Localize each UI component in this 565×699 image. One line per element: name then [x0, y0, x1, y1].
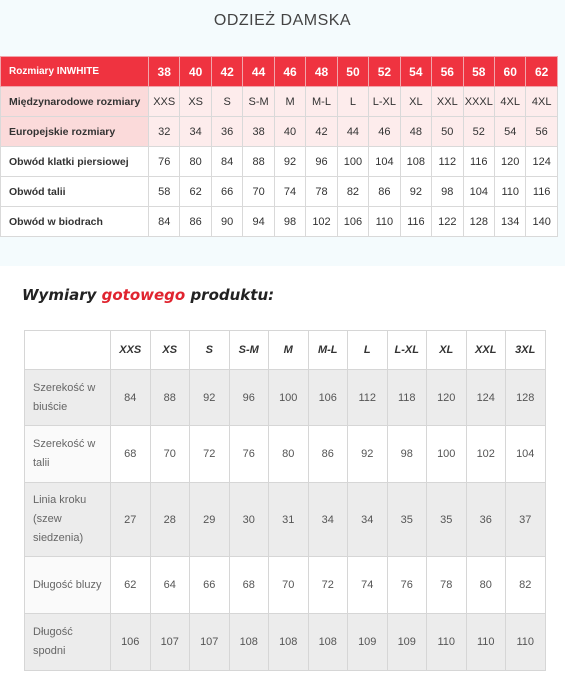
measurements-header-cell: 3XL	[506, 331, 546, 370]
size-table-header-cell: 50	[337, 57, 368, 87]
measurements-cell: 110	[466, 614, 506, 671]
measurements-cell: 34	[348, 483, 388, 557]
size-table-row-label: Europejskie rozmiary	[1, 117, 149, 147]
size-table-header-row	[1, 57, 558, 87]
measurements-header-cell: L	[348, 331, 388, 370]
measurements-cell: 68	[111, 426, 151, 483]
size-table-cell: 42	[306, 117, 337, 147]
measurements-cell: 108	[229, 614, 269, 671]
size-table-cell: 120	[494, 147, 525, 177]
measurements-header-corner	[25, 331, 111, 370]
size-table-header-cell: 44	[243, 57, 274, 87]
measurements-cell: 70	[150, 426, 190, 483]
size-table-cell: 48	[400, 117, 431, 147]
measurements-cell: 100	[269, 370, 309, 426]
size-table-cell: M-L	[306, 87, 337, 117]
measurements-cell: 106	[111, 614, 151, 671]
size-table-cell: 104	[463, 177, 494, 207]
size-table-cell: 104	[369, 147, 400, 177]
size-table-cell: 86	[180, 207, 211, 237]
size-table-cell: 110	[369, 207, 400, 237]
size-table-header-cell: 60	[494, 57, 525, 87]
size-chart-area	[0, 0, 565, 266]
measurements-table	[24, 330, 546, 671]
size-table-cell: 80	[180, 147, 211, 177]
measurements-cell: 84	[111, 370, 151, 426]
size-table-cell: L	[337, 87, 368, 117]
size-table-cell: L-XL	[369, 87, 400, 117]
size-table-row-label: Obwód w biodrach	[1, 207, 149, 237]
size-table-cell: 84	[211, 147, 242, 177]
size-table-cell: S	[211, 87, 242, 117]
measurements-cell: 86	[308, 426, 348, 483]
size-table-cell: 128	[463, 207, 494, 237]
size-table-cell: 70	[243, 177, 274, 207]
measurements-cell: 107	[190, 614, 230, 671]
measurements-cell: 124	[466, 370, 506, 426]
size-table-cell: 74	[274, 177, 305, 207]
size-table-cell: XXXL	[463, 87, 494, 117]
measurements-cell: 76	[387, 557, 427, 614]
measurements-cell: 82	[506, 557, 546, 614]
size-table-cell: 90	[211, 207, 242, 237]
size-table-cell: 38	[243, 117, 274, 147]
measurements-cell: 108	[308, 614, 348, 671]
measurements-header-cell: XS	[150, 331, 190, 370]
measurements-header-cell: S-M	[229, 331, 269, 370]
measurements-cell: 68	[229, 557, 269, 614]
size-table-cell: 100	[337, 147, 368, 177]
size-table-row-label: Obwód klatki piersiowej	[1, 147, 149, 177]
size-table-cell: 86	[369, 177, 400, 207]
size-table-cell: 116	[400, 207, 431, 237]
size-table-cell: 36	[211, 117, 242, 147]
size-table-row	[1, 87, 558, 117]
size-table-cell: M	[274, 87, 305, 117]
measurements-header-cell: XXS	[111, 331, 151, 370]
size-conversion-table	[0, 56, 558, 237]
measurements-cell: 72	[190, 426, 230, 483]
measurements-header-cell: M	[269, 331, 309, 370]
measurements-cell: 104	[506, 426, 546, 483]
size-table-cell: 56	[526, 117, 557, 147]
size-table-cell: 58	[149, 177, 180, 207]
size-table-cell: XS	[180, 87, 211, 117]
size-table-cell: 94	[243, 207, 274, 237]
size-table-row	[1, 147, 558, 177]
measurements-cell: 74	[348, 557, 388, 614]
measurements-cell: 29	[190, 483, 230, 557]
measurements-header-cell: XL	[427, 331, 467, 370]
size-table-cell: S-M	[243, 87, 274, 117]
measurements-cell: 110	[506, 614, 546, 671]
size-table-cell: 4XL	[494, 87, 525, 117]
size-table-cell: 52	[463, 117, 494, 147]
measurements-cell: 98	[387, 426, 427, 483]
size-table-header-cell: 42	[211, 57, 242, 87]
size-table-cell: XXS	[149, 87, 180, 117]
measurements-cell: 62	[111, 557, 151, 614]
size-table-cell: 112	[432, 147, 463, 177]
measurements-cell: 66	[190, 557, 230, 614]
measurements-cell: 128	[506, 370, 546, 426]
measurements-cell: 92	[190, 370, 230, 426]
measurements-row-label: Szerekość w talii	[25, 426, 111, 483]
measurements-cell: 96	[229, 370, 269, 426]
size-table-header-cell: 46	[274, 57, 305, 87]
measurements-cell: 70	[269, 557, 309, 614]
measurements-cell: 64	[150, 557, 190, 614]
measurements-cell: 112	[348, 370, 388, 426]
measurements-cell: 88	[150, 370, 190, 426]
size-table-cell: 140	[526, 207, 557, 237]
size-table-cell: 84	[149, 207, 180, 237]
measurements-cell: 35	[427, 483, 467, 557]
section-title-part1: Wymiary	[22, 286, 102, 304]
size-table-row	[1, 117, 558, 147]
measurements-cell: 72	[308, 557, 348, 614]
size-table-header-cell: 62	[526, 57, 557, 87]
section-title-part2: produktu:	[185, 286, 275, 304]
measurements-row-label: Długość spodni	[25, 614, 111, 671]
measurements-cell: 120	[427, 370, 467, 426]
measurements-cell: 106	[308, 370, 348, 426]
size-table-row-label: Międzynarodowe rozmiary	[1, 87, 149, 117]
measurements-cell: 78	[427, 557, 467, 614]
measurements-cell: 30	[229, 483, 269, 557]
size-table-header-cell: 54	[400, 57, 431, 87]
measurements-cell: 109	[348, 614, 388, 671]
section-title-accent: gotowego	[101, 286, 186, 304]
measurements-cell: 92	[348, 426, 388, 483]
measurements-cell: 109	[387, 614, 427, 671]
measurements-cell: 102	[466, 426, 506, 483]
size-table-header-cell: 40	[180, 57, 211, 87]
measurements-header-cell: M-L	[308, 331, 348, 370]
size-table-cell: 62	[180, 177, 211, 207]
size-table-cell: XL	[400, 87, 431, 117]
measurements-header-cell: L-XL	[387, 331, 427, 370]
size-table-cell: 92	[274, 147, 305, 177]
size-table-row-label: Obwód talii	[1, 177, 149, 207]
measurements-header-cell: S	[190, 331, 230, 370]
size-table-cell: 54	[494, 117, 525, 147]
size-table-header-cell: 56	[432, 57, 463, 87]
measurements-row	[25, 614, 546, 671]
measurements-row-label: Szerekość w biuście	[25, 370, 111, 426]
size-table-cell: 98	[274, 207, 305, 237]
size-table-cell: 116	[463, 147, 494, 177]
measurements-cell: 108	[269, 614, 309, 671]
size-table-cell: 78	[306, 177, 337, 207]
measurements-cell: 100	[427, 426, 467, 483]
size-table-cell: 108	[400, 147, 431, 177]
measurements-cell: 107	[150, 614, 190, 671]
size-table-cell: 98	[432, 177, 463, 207]
measurements-row	[25, 557, 546, 614]
size-table-cell: 88	[243, 147, 274, 177]
size-table-cell: 4XL	[526, 87, 557, 117]
size-table-cell: 102	[306, 207, 337, 237]
size-table-cell: 134	[494, 207, 525, 237]
measurements-header-cell: XXL	[466, 331, 506, 370]
measurements-cell: 118	[387, 370, 427, 426]
size-table-row	[1, 177, 558, 207]
size-table-cell: 34	[180, 117, 211, 147]
size-table-cell: 66	[211, 177, 242, 207]
measurements-cell: 34	[308, 483, 348, 557]
size-table-cell: 116	[526, 177, 557, 207]
size-table-cell: 110	[494, 177, 525, 207]
size-table-header-label: Rozmiary INWHITE	[1, 57, 149, 87]
size-table-cell: 96	[306, 147, 337, 177]
size-table-cell: 92	[400, 177, 431, 207]
measurements-cell: 76	[229, 426, 269, 483]
size-table-cell: 122	[432, 207, 463, 237]
size-table-cell: XXL	[432, 87, 463, 117]
measurements-row-label: Linia kroku (szew siedzenia)	[25, 483, 111, 557]
size-table-cell: 124	[526, 147, 557, 177]
size-table-row	[1, 207, 558, 237]
measurements-cell: 80	[269, 426, 309, 483]
page-title: ODZIEŻ DAMSKA	[213, 12, 352, 29]
size-table-header-cell: 52	[369, 57, 400, 87]
measurements-cell: 36	[466, 483, 506, 557]
measurements-cell: 28	[150, 483, 190, 557]
measurements-row-label: Długość bluzy	[25, 557, 111, 614]
size-table-cell: 82	[337, 177, 368, 207]
measurements-cell: 31	[269, 483, 309, 557]
section-title	[22, 286, 274, 304]
size-table-cell: 76	[149, 147, 180, 177]
size-table-cell: 44	[337, 117, 368, 147]
size-table-header-cell: 58	[463, 57, 494, 87]
size-table-cell: 46	[369, 117, 400, 147]
size-table-header-cell: 38	[149, 57, 180, 87]
measurements-row	[25, 426, 546, 483]
measurements-row	[25, 370, 546, 426]
size-table-cell: 32	[149, 117, 180, 147]
measurements-cell: 35	[387, 483, 427, 557]
measurements-row	[25, 483, 546, 557]
measurements-cell: 80	[466, 557, 506, 614]
size-table-cell: 106	[337, 207, 368, 237]
measurements-cell: 110	[427, 614, 467, 671]
size-table-header-cell: 48	[306, 57, 337, 87]
measurements-cell: 37	[506, 483, 546, 557]
measurements-header-row	[25, 331, 546, 370]
size-table-cell: 50	[432, 117, 463, 147]
measurements-cell: 27	[111, 483, 151, 557]
size-table-cell: 40	[274, 117, 305, 147]
